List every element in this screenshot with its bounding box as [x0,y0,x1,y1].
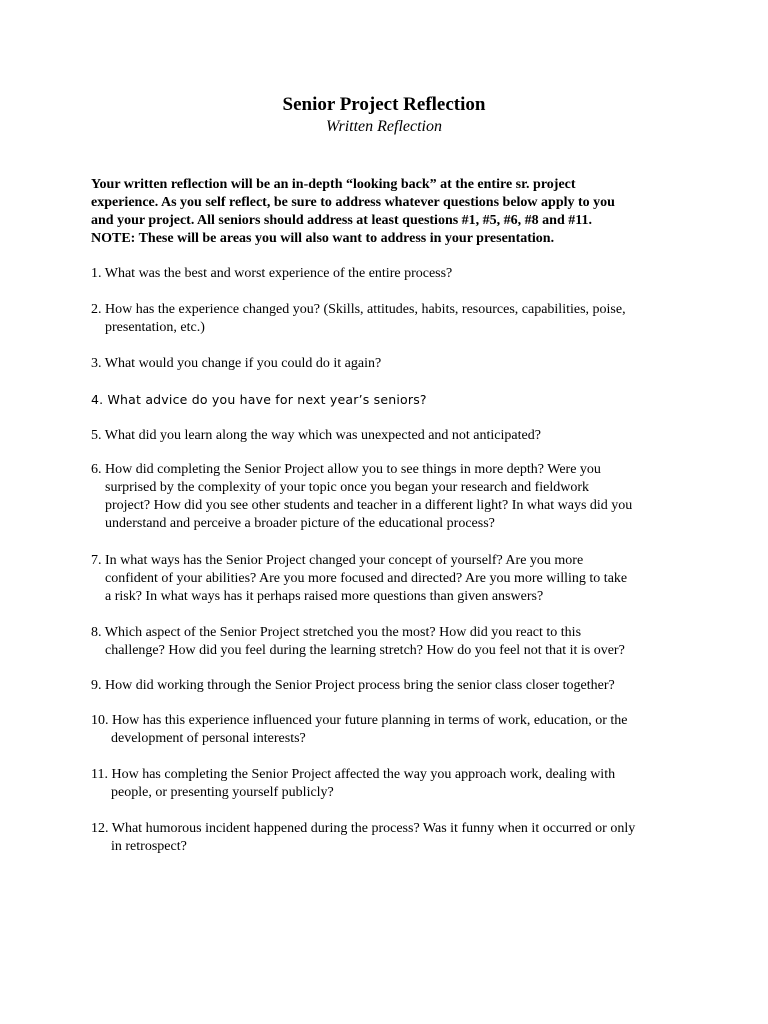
question-9 [91,677,691,695]
question-line: 10. How has this experience influenced your future planning in terms of work, education, or the [91,713,628,728]
question-line: people, or presenting yourself publicly? [111,785,334,800]
page-title: Senior Project Reflection [282,94,486,115]
question-line: a risk? In what ways has it perhaps raised more questions than given answers? [105,589,544,604]
question-5 [91,427,691,445]
question-2 [91,301,691,337]
question-line: 3. What would you change if you could do it again? [91,356,382,371]
question-3 [91,355,691,373]
question-12 [91,820,691,856]
question-7 [91,552,691,606]
question-line: confident of your abilities? Are you more focused and directed? Are you more willing to take [105,571,628,586]
question-line: 4. What advice do you have for next year’s seniors? [91,392,427,407]
question-line: 2. How has the experience changed you? (Skills, attitudes, habits, resources, capabilities, poise, [91,302,626,317]
question-line: 1. What was the best and worst experience of the entire process? [91,266,453,281]
question-line: challenge? How did you feel during the learning stretch? How do you feel not that it is over? [105,643,625,658]
question-8 [91,624,691,660]
question-11 [91,766,691,802]
question-line: understand and perceive a broader picture of the educational process? [105,516,495,531]
intro-line: Your written reflection will be an in-depth “looking back” at the entire sr. project [91,177,576,192]
question-line: 5. What did you learn along the way which was unexpected and not anticipated? [91,428,541,443]
question-line: 12. What humorous incident happened during the process? Was it funny when it occurred or only [91,821,636,836]
question-1 [91,265,691,283]
intro-line: NOTE: These will be areas you will also want to address in your presentation. [91,231,555,246]
question-line: 6. How did completing the Senior Project allow you to see things in more depth? Were you [91,462,601,477]
question-line: project? How did you see other students and teacher in a different light? In what ways did you [105,498,633,513]
page-subtitle: Written Reflection [326,118,442,135]
intro-paragraph [91,176,691,248]
question-line: 7. In what ways has the Senior Project changed your concept of yourself? Are you more [91,553,584,568]
question-line: 11. How has completing the Senior Project affected the way you approach work, dealing with [91,767,616,782]
question-line: 8. Which aspect of the Senior Project stretched you the most? How did you react to this [91,625,582,640]
question-line: in retrospect? [111,839,187,854]
question-6 [91,461,691,533]
question-4 [91,391,691,409]
question-line: 9. How did working through the Senior Project process bring the senior class closer together? [91,678,615,693]
question-10 [91,712,691,748]
question-line: development of personal interests? [111,731,306,746]
intro-line: and your project. All seniors should address at least questions #1, #5, #6, #8 and #11. [91,213,592,228]
intro-line: experience. As you self reflect, be sure to address whatever questions below apply to you [91,195,615,210]
question-line: surprised by the complexity of your topic once you began your research and fieldwork [105,480,590,495]
question-line: presentation, etc.) [105,320,205,335]
